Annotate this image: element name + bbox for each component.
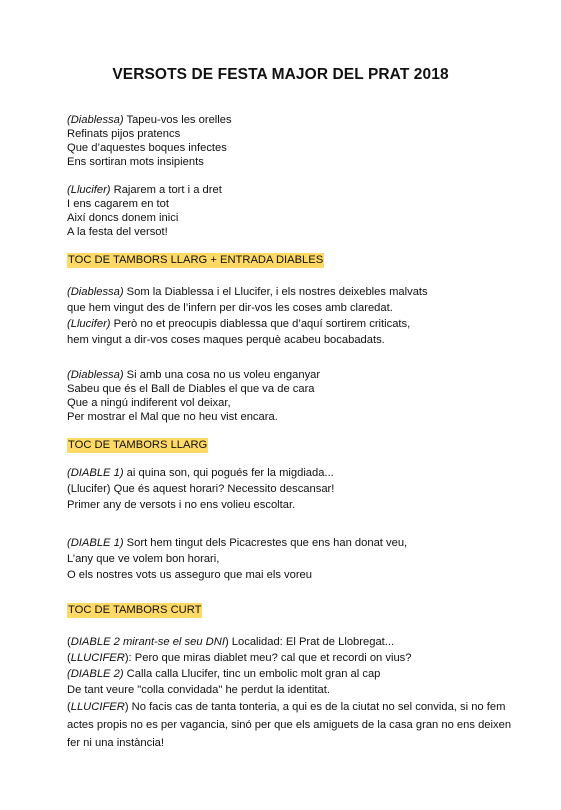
verse-line: hem vingut a dir-vos coses maques perquè acabeu bocabadats. xyxy=(67,334,385,346)
verse-line xyxy=(67,316,527,332)
highlighted-cue: TOC DE TAMBORS LLARG xyxy=(68,439,208,451)
paren: ( xyxy=(67,701,71,713)
verse-line xyxy=(67,465,527,481)
verse-line xyxy=(67,284,527,300)
highlighted-cue: TOC DE TAMBORS CURT xyxy=(68,604,202,616)
verse-text: Localidad: El Prat de Llobregat... xyxy=(228,636,395,648)
verse-line xyxy=(67,535,527,551)
stanza-presentation xyxy=(67,284,527,348)
spacer xyxy=(67,169,527,183)
speaker-label: (DIABLE 1) xyxy=(67,467,124,479)
stanza-llucifer-intro xyxy=(67,183,527,239)
spacer xyxy=(67,453,527,465)
speaker-label: (DIABLE 1) xyxy=(67,537,124,549)
verse-text: ai quina son, qui pogués fer la migdiada... xyxy=(123,467,334,479)
stage-cue xyxy=(67,253,527,268)
verse-line: (Llucifer) Que és aquest horari? Necessito descansar! xyxy=(67,483,335,495)
verse-line xyxy=(67,650,527,666)
speaker-label: (DIABLE 2) xyxy=(67,668,124,680)
verse-line: A la festa del versot! xyxy=(67,226,168,238)
stanza-ball-de-diables xyxy=(67,368,527,424)
verse-text: Rajarem a tort i a dret xyxy=(110,184,222,196)
verse-text: Si amb una cosa no us voleu enganyar xyxy=(123,369,321,381)
verse-line xyxy=(67,183,527,197)
verse-text: Tapeu-vos les orelles xyxy=(123,114,232,126)
paren: ) xyxy=(224,636,229,648)
verse-text: Som la Diablessa i el Llucifer, i els nostres deixebles malvats xyxy=(123,286,428,298)
verse-line xyxy=(67,368,527,382)
spacer xyxy=(67,268,527,284)
spacer xyxy=(67,513,527,535)
speaker-label: LLUCIFER xyxy=(70,701,125,713)
speaker-label: LLUCIFER xyxy=(70,652,125,664)
verse-line: Que d’aquestes boques infectes xyxy=(67,142,227,154)
spacer xyxy=(67,348,527,368)
verse-line xyxy=(67,666,527,682)
verse-line: Així doncs donem inici xyxy=(67,212,179,224)
verse-text: ): Pero que miras diablet meu? cal que et recordi on vius? xyxy=(124,652,412,664)
spacer xyxy=(67,239,527,253)
speaker-label: (Diablessa) xyxy=(67,114,124,126)
stanza-identitat xyxy=(67,634,527,698)
speaker-label: (Llucifer) xyxy=(67,184,111,196)
verse-line: que hem vingut des de l’infern per dir-vos les coses amb claredat. xyxy=(67,302,393,314)
spacer xyxy=(67,618,527,634)
stage-cue xyxy=(67,603,527,618)
verse-line xyxy=(67,113,527,127)
paren: ( xyxy=(67,636,71,648)
verse-line: I ens cagarem en tot xyxy=(67,198,169,210)
verse-text: Però no et preocupis diablessa que d’aquí sortirem criticats, xyxy=(110,318,411,330)
verse-line: Sabeu que és el Ball de Diables el que va de cara xyxy=(67,383,315,395)
verse-line xyxy=(67,634,527,650)
stanza-picacrestes xyxy=(67,535,527,583)
verse-paragraph xyxy=(67,698,527,752)
highlighted-cue: TOC DE TAMBORS LLARG + ENTRADA DIABLES xyxy=(68,254,324,266)
speaker-label: (Diablessa) xyxy=(67,286,124,298)
speaker-label: DIABLE 2 mirant-se el seu DNI xyxy=(70,636,225,648)
verse-line: Primer any de versots i no ens volieu escoltar. xyxy=(67,499,296,511)
verse-line: L’any que ve volem bon horari, xyxy=(67,553,220,565)
stanza-identitat-wrapped xyxy=(67,698,527,752)
verse-line: Que a ningú indiferent vol deixar, xyxy=(67,397,231,409)
verse-text: ) No facis cas de tanta tonteria, a qui es de la ciutat no sel convida, si no fem actes propis no es per vagancia, sinó per que els amiguets de la casa gran no ens deixen fer ni una instància! xyxy=(67,701,512,749)
speaker-label: (Llucifer) xyxy=(67,318,111,330)
verse-text: Sort hem tingut dels Picacrestes que ens han donat veu, xyxy=(123,537,408,549)
speaker-label: (Diablessa) xyxy=(67,369,124,381)
verse-line: Ens sortiran mots insipients xyxy=(67,156,204,168)
stanza-migdiada xyxy=(67,465,527,513)
verse-line: Per mostrar el Mal que no heu vist encara. xyxy=(67,411,278,423)
document-body xyxy=(67,113,527,752)
spacer xyxy=(67,424,527,438)
verse-line: Refinats pijos pratencs xyxy=(67,128,181,140)
verse-text: Calla calla Llucifer, tinc un embolic molt gran al cap xyxy=(123,668,381,680)
paren: ( xyxy=(67,652,71,664)
verse-line: De tant veure "colla convidada" he perdut la identitat. xyxy=(67,684,330,696)
stanza-diablessa-intro xyxy=(67,113,527,169)
spacer xyxy=(67,583,527,603)
document-title: VERSOTS DE FESTA MAJOR DEL PRAT 2018 xyxy=(112,66,449,83)
stage-cue xyxy=(67,438,527,453)
verse-line: O els nostres vots us asseguro que mai els voreu xyxy=(67,569,312,581)
